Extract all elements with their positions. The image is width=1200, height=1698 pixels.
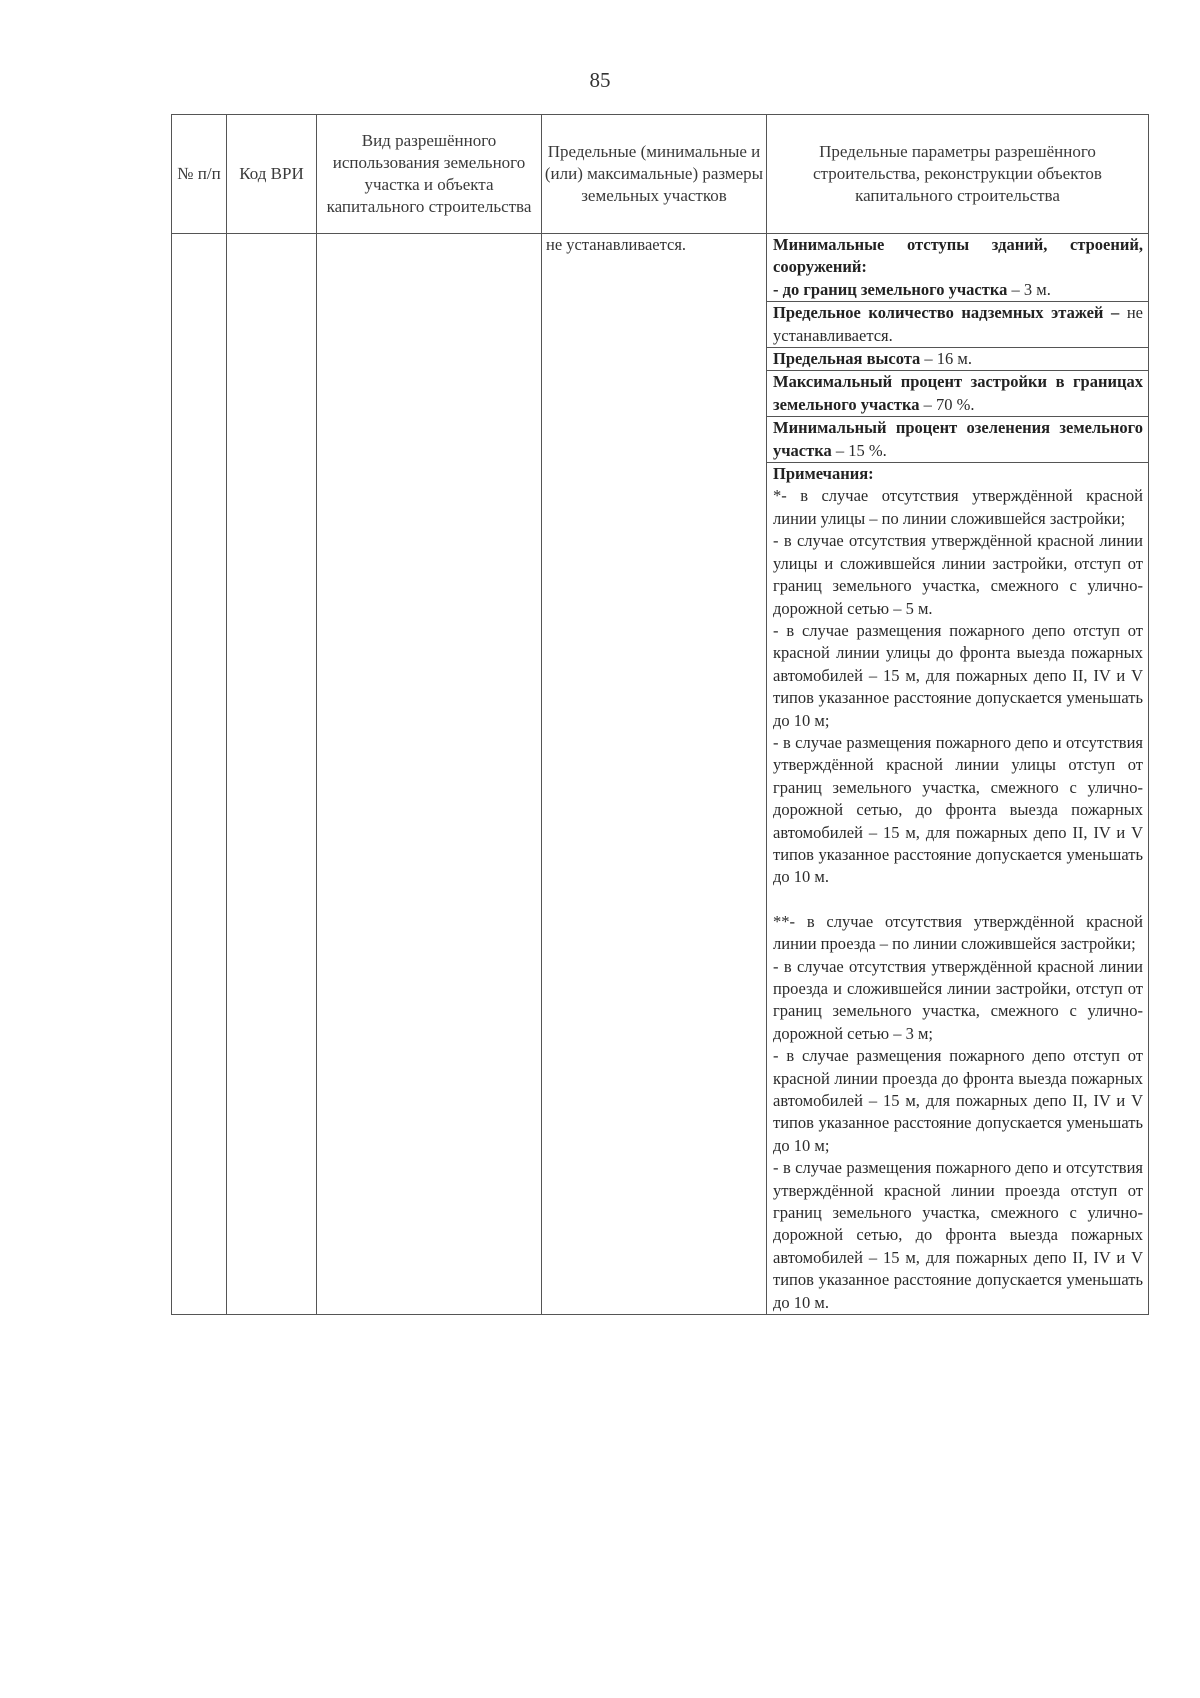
setbacks-block bbox=[767, 234, 1148, 302]
header-params: Предельные параметры разрешённого строительства, реконструкции объектов капитального строительства bbox=[767, 115, 1149, 234]
note-item: **- в случае отсутствия утверждённой красной линии проезда – по линии сложившейся застройки; bbox=[773, 911, 1143, 954]
notes-block bbox=[767, 463, 1148, 1314]
notes-spacer bbox=[773, 889, 1143, 911]
page-number: 85 bbox=[589, 68, 611, 92]
floors-value: не устанавливается. bbox=[773, 303, 1143, 345]
height-title: Предельная высота bbox=[773, 349, 921, 369]
header-sizes: Предельные (минимальные и (или) максимальные) размеры земельных участков bbox=[542, 115, 767, 234]
coverage-value: – 70 %. bbox=[919, 394, 975, 414]
setbacks-title: Минимальные отступы зданий, строений, сооружений: bbox=[773, 235, 1143, 277]
cell-params bbox=[767, 234, 1149, 1315]
setbacks-item: - до границ земельного участка bbox=[773, 279, 1008, 299]
note-item: - в случае отсутствия утверждённой красной линии проезда и сложившейся линии застройки, отступ от границ земельного участка, смежного с улично-дорожной сетью – 3 м; bbox=[773, 956, 1143, 1043]
header-number: № п/п bbox=[172, 115, 227, 234]
header-code: Код ВРИ bbox=[227, 115, 317, 234]
greening-value: – 15 %. bbox=[831, 440, 887, 460]
greening-block bbox=[767, 417, 1148, 463]
note-item: - в случае размещения пожарного депо и отсутствия утверждённой красной линии проезда отступ от границ земельного участка, смежного с улично-дорожной сетью, до фронта выезда пожарных автомобилей – 15 м, для пожарных депо II, IV и V типов указанное расстояние допускается уменьшать до 10 м. bbox=[773, 1158, 1143, 1312]
floors-title: Предельное количество надземных этажей – bbox=[773, 303, 1120, 323]
cell-use-type bbox=[317, 234, 542, 1315]
cell-sizes bbox=[542, 234, 767, 1315]
setbacks-value: – 3 м. bbox=[1007, 279, 1051, 299]
note-item: - в случае отсутствия утверждённой красной линии улицы и сложившейся линии застройки, отступ от границ земельного участка, смежного с улично-дорожной сетью – 5 м. bbox=[773, 531, 1143, 618]
cell-code bbox=[227, 234, 317, 1315]
note-item: - в случае размещения пожарного депо отступ от красной линии улицы до фронта выезда пожарных автомобилей – 15 м, для пожарных депо II, IV и V типов указанное расстояние допускается уменьшать до 10 м; bbox=[773, 620, 1143, 730]
table-header-row bbox=[172, 115, 1149, 234]
table-row bbox=[172, 234, 1149, 1315]
coverage-block bbox=[767, 371, 1148, 417]
floors-block bbox=[767, 302, 1148, 348]
height-value: – 16 м. bbox=[920, 349, 972, 369]
land-use-table bbox=[171, 114, 1149, 1315]
notes-title: Примечания: bbox=[773, 464, 874, 484]
greening-title: Минимальный процент озеленения земельного участка bbox=[773, 418, 1143, 460]
note-item: - в случае размещения пожарного депо и отсутствия утверждённой красной линии улицы отступ от границ земельного участка, смежного с улично-дорожной сетью, до фронта выезда пожарных автомобилей – 15 м, для пожарных депо II, IV и V типов указанное расстояние допускается уменьшать до 10 м. bbox=[773, 732, 1143, 887]
note-item: *- в случае отсутствия утверждённой красной линии улицы – по линии сложившейся застройки; bbox=[773, 486, 1143, 528]
note-item: - в случае размещения пожарного депо отступ от красной линии проезда до фронта выезда пожарных автомобилей – 15 м, для пожарных депо II, IV и V типов указанное расстояние допускается уменьшать до 10 м; bbox=[773, 1046, 1143, 1155]
coverage-title: Максимальный процент застройки в границах земельного участка bbox=[773, 372, 1143, 414]
header-use-type: Вид разрешённого использования земельного участка и объекта капитального строительства bbox=[317, 115, 542, 234]
cell-number bbox=[172, 234, 227, 1315]
sizes-text: не устанавливается. bbox=[546, 235, 687, 254]
height-block bbox=[767, 348, 1148, 371]
